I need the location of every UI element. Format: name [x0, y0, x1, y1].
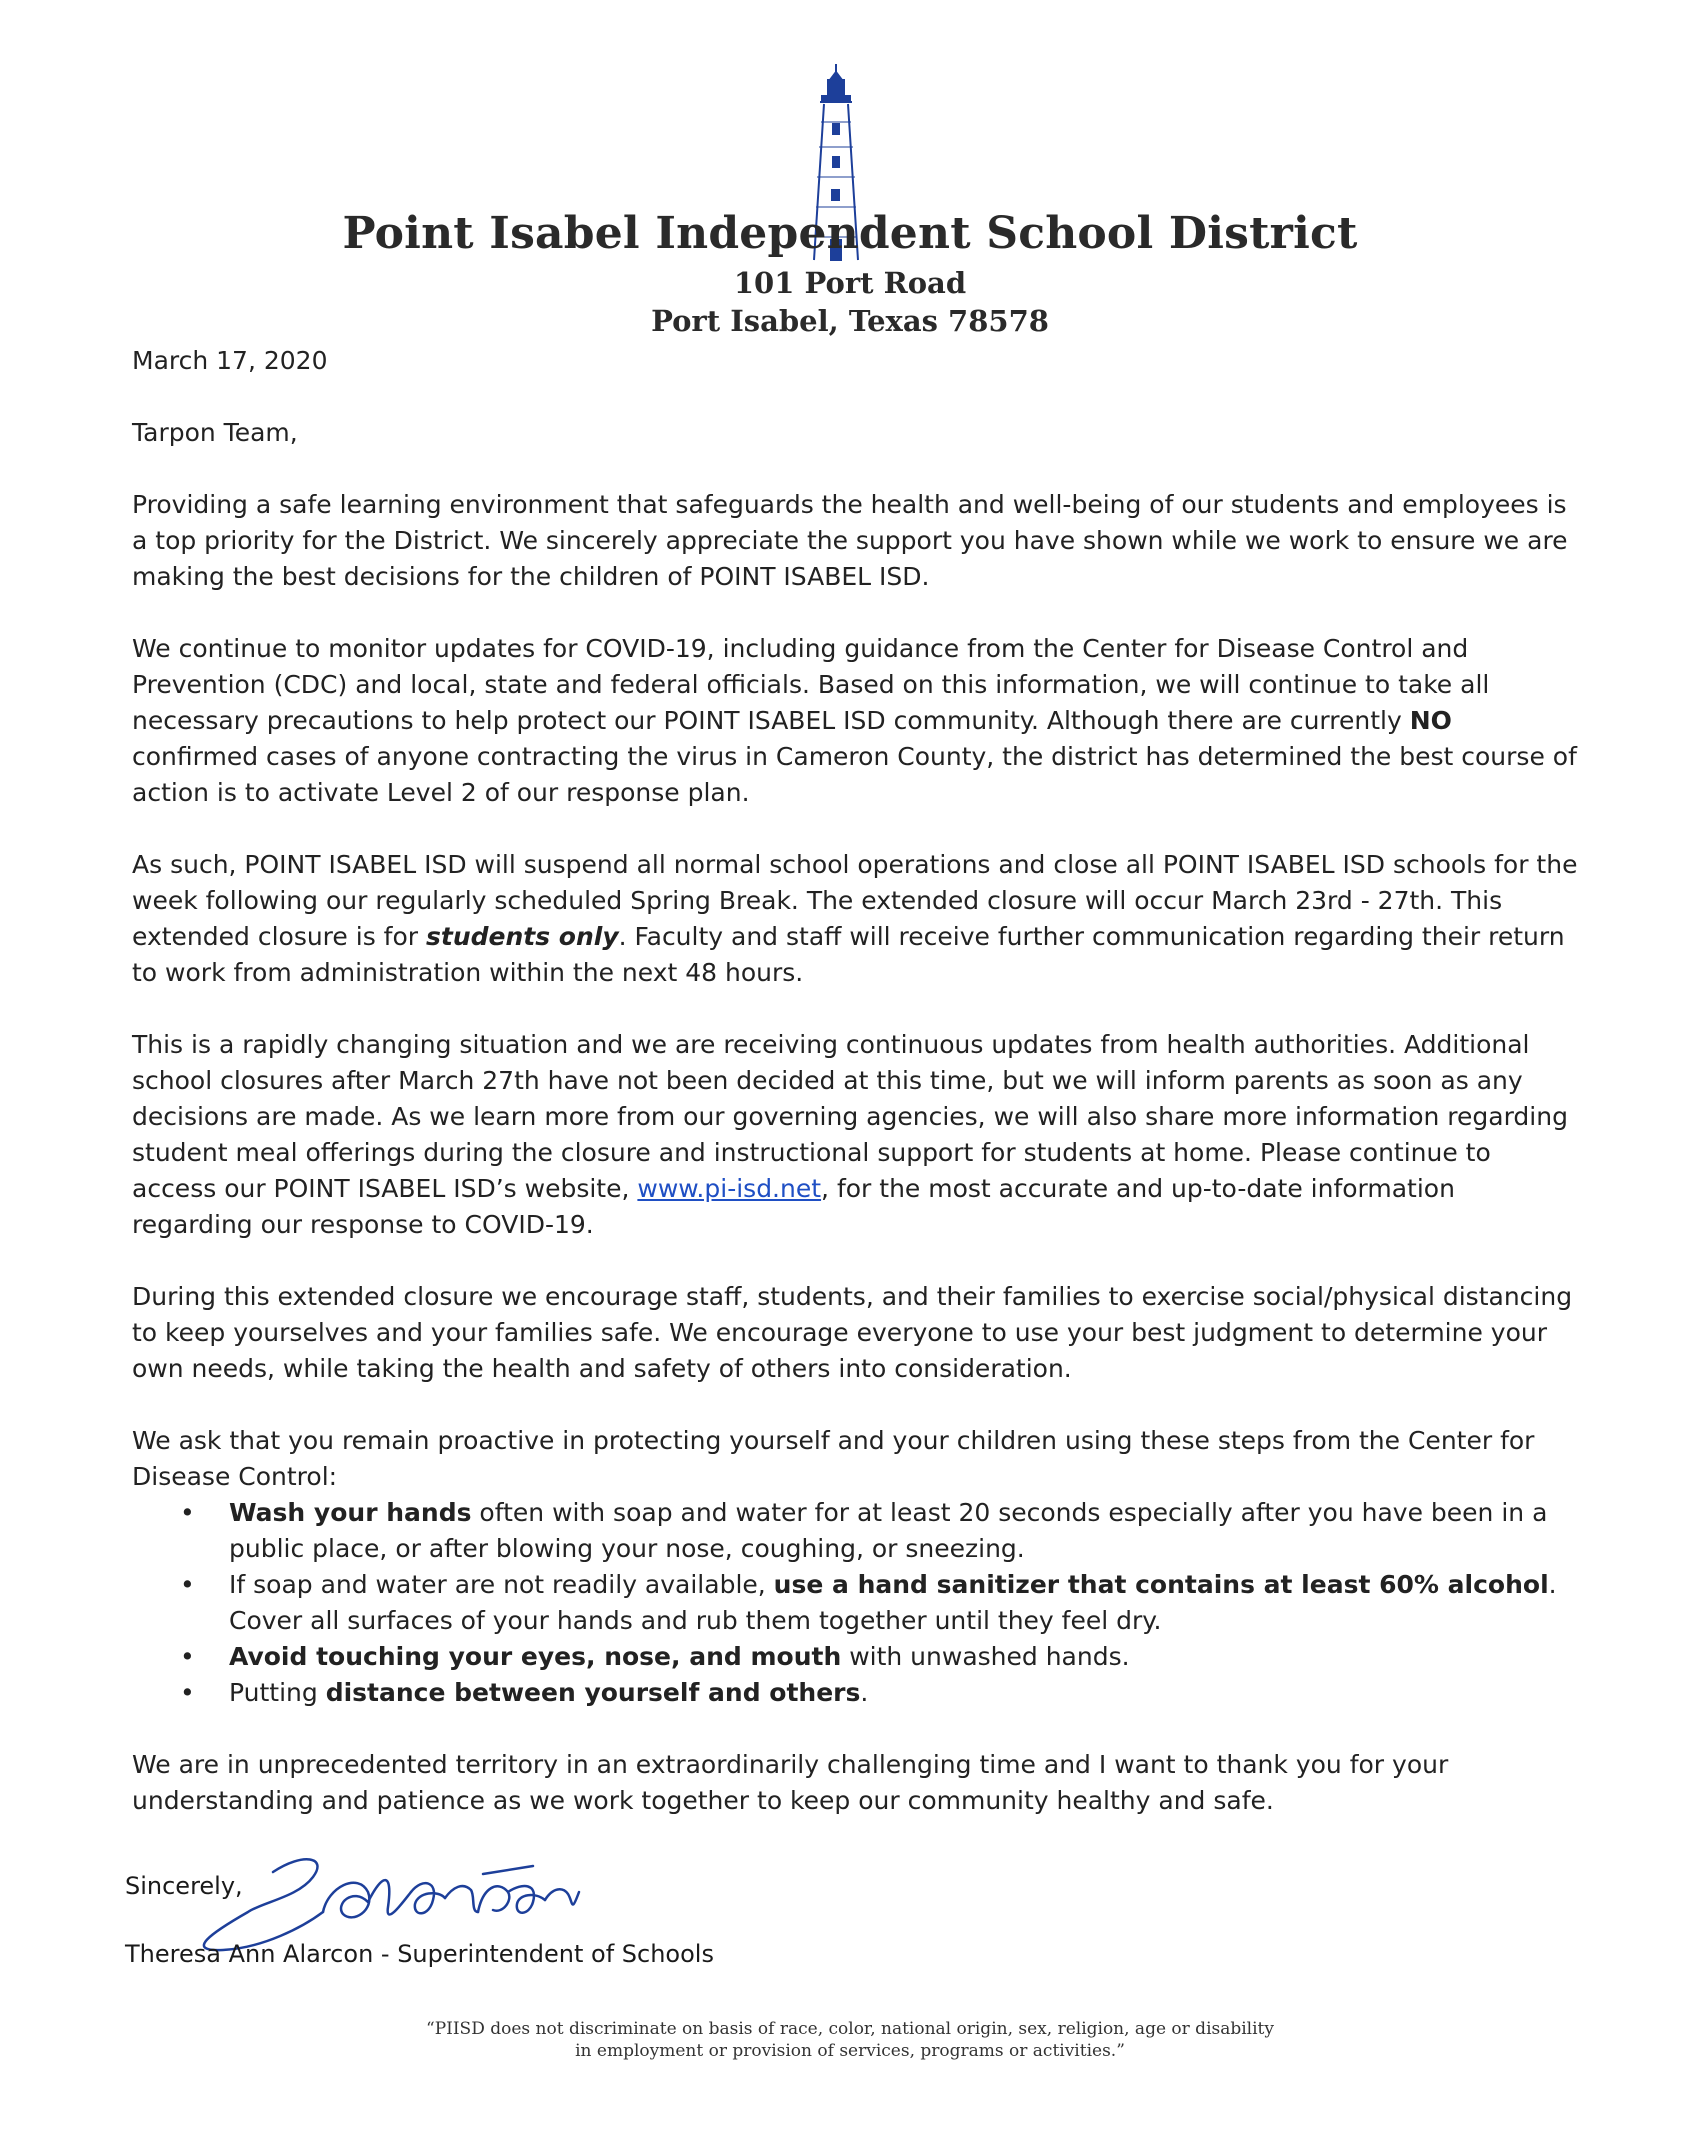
signer-name: Theresa Ann Alarcon - Superintendent of Schools [125, 1940, 714, 1968]
list-item [132, 1495, 1582, 1567]
step-text-pre: If soap and water are not readily available, [229, 1570, 774, 1599]
bullet-icon: • [180, 1498, 195, 1527]
step-text-post: . [860, 1678, 869, 1707]
step-text-pre: Putting [229, 1678, 326, 1707]
letter-body [132, 343, 1582, 1819]
paragraph-4 [132, 1027, 1582, 1243]
address-street: 101 Port Road [733, 266, 967, 300]
step-emphasis: use a hand sanitizer that contains at least 60% alcohol [773, 1570, 1549, 1599]
paragraph-3 [132, 847, 1582, 991]
footer-line-2: in employment or provision of services, programs or activities.” [575, 2041, 1125, 2061]
paragraph-7: We are in unprecedented territory in an extraordinarily challenging time and I want to thank you for your understanding and patience as we work together to keep our community healthy and safe. [132, 1750, 1449, 1815]
bullet-icon: • [180, 1570, 195, 1599]
step-text-post: often with soap and water for at least 20 seconds especially after you have been in a public place, or after blowing your nose, coughing, or sneezing. [229, 1498, 1548, 1563]
list-item [132, 1567, 1582, 1639]
step-emphasis: Wash your hands [229, 1498, 472, 1527]
step-emphasis: distance between yourself and others [325, 1678, 861, 1707]
paragraph-2-emphasis: NO [1409, 706, 1452, 735]
paragraph-3-emphasis: students only [425, 922, 619, 951]
paragraph-6: We ask that you remain proactive in protecting yourself and your children using these steps from the Center for Disease Control: [132, 1426, 1535, 1491]
step-text-post: . Cover all surfaces of your hands and rub them together until they feel dry. [229, 1570, 1557, 1635]
nondiscrimination-footer [0, 2018, 1700, 2062]
paragraph-4-text-a: This is a rapidly changing situation and we are receiving continuous updates from health authorities. Additional school closures after March 27th have not been decided at this time, but we will inform parents as soon as any decisions are made. As we learn more from our governing agencies, we will also share more information regarding student meal offerings during the closure and instructional support for students at home. Please continue to access our POINT ISABEL ISD’s website, [132, 1030, 1568, 1203]
list-item [132, 1675, 1582, 1711]
bullet-icon: • [180, 1678, 195, 1707]
footer-line-1: “PIISD does not discriminate on basis of race, color, national origin, sex, religion, age or disability [426, 2019, 1274, 2039]
signature-block [125, 1860, 1025, 2010]
salutation: Tarpon Team, [132, 418, 298, 447]
paragraph-4-text-b: , for the most accurate and up-to-date information regarding our response to COVID-19. [132, 1174, 1455, 1239]
paragraph-3-text-a: As such, POINT ISABEL ISD will suspend all normal school operations and close all POINT ISABEL ISD schools for the week following our regularly scheduled Spring Break. The extended closure will occur March 23rd - 27th. This extended closure is for [132, 850, 1578, 951]
website-link[interactable]: www.pi-isd.net [637, 1174, 822, 1203]
list-item [132, 1639, 1582, 1675]
bullet-icon: • [180, 1642, 195, 1671]
letter-date: March 17, 2020 [132, 346, 328, 375]
paragraph-2-text-b: confirmed cases of anyone contracting the virus in Cameron County, the district has determined the best course of action is to activate Level 2 of our response plan. [132, 742, 1577, 807]
step-emphasis: Avoid touching your eyes, nose, and mouth [229, 1642, 842, 1671]
paragraph-5: During this extended closure we encourage staff, students, and their families to exercise social/physical distancing to keep yourselves and your families safe. We encourage everyone to use your best judgment to determine your own needs, while taking the health and safety of others into consideration. [132, 1282, 1573, 1383]
address-city: Port Isabel, Texas 78578 [651, 304, 1049, 338]
step-text-post: with unwashed hands. [841, 1642, 1130, 1671]
prevention-steps-list [132, 1495, 1582, 1711]
district-name: Point Isabel Independent School District [342, 208, 1358, 259]
paragraph-2-text-a: We continue to monitor updates for COVID-19, including guidance from the Center for Disease Control and Prevention (CDC) and local, state and federal officials. Based on this information, we will continue to take all necessary precautions to help protect our POINT ISABEL ISD community. Although there are currently [132, 634, 1490, 735]
paragraph-3-text-b: . Faculty and staff will receive further communication regarding their return to work from administration within the next 48 hours. [132, 922, 1565, 987]
paragraph-1: Providing a safe learning environment that safeguards the health and well-being of our students and employees is a top priority for the District. We sincerely appreciate the support you have shown while we work to ensure we are making the best decisions for the children of POINT ISABEL ISD. [132, 490, 1568, 591]
paragraph-2 [132, 631, 1582, 811]
closing-sincerely: Sincerely, [125, 1872, 243, 1900]
